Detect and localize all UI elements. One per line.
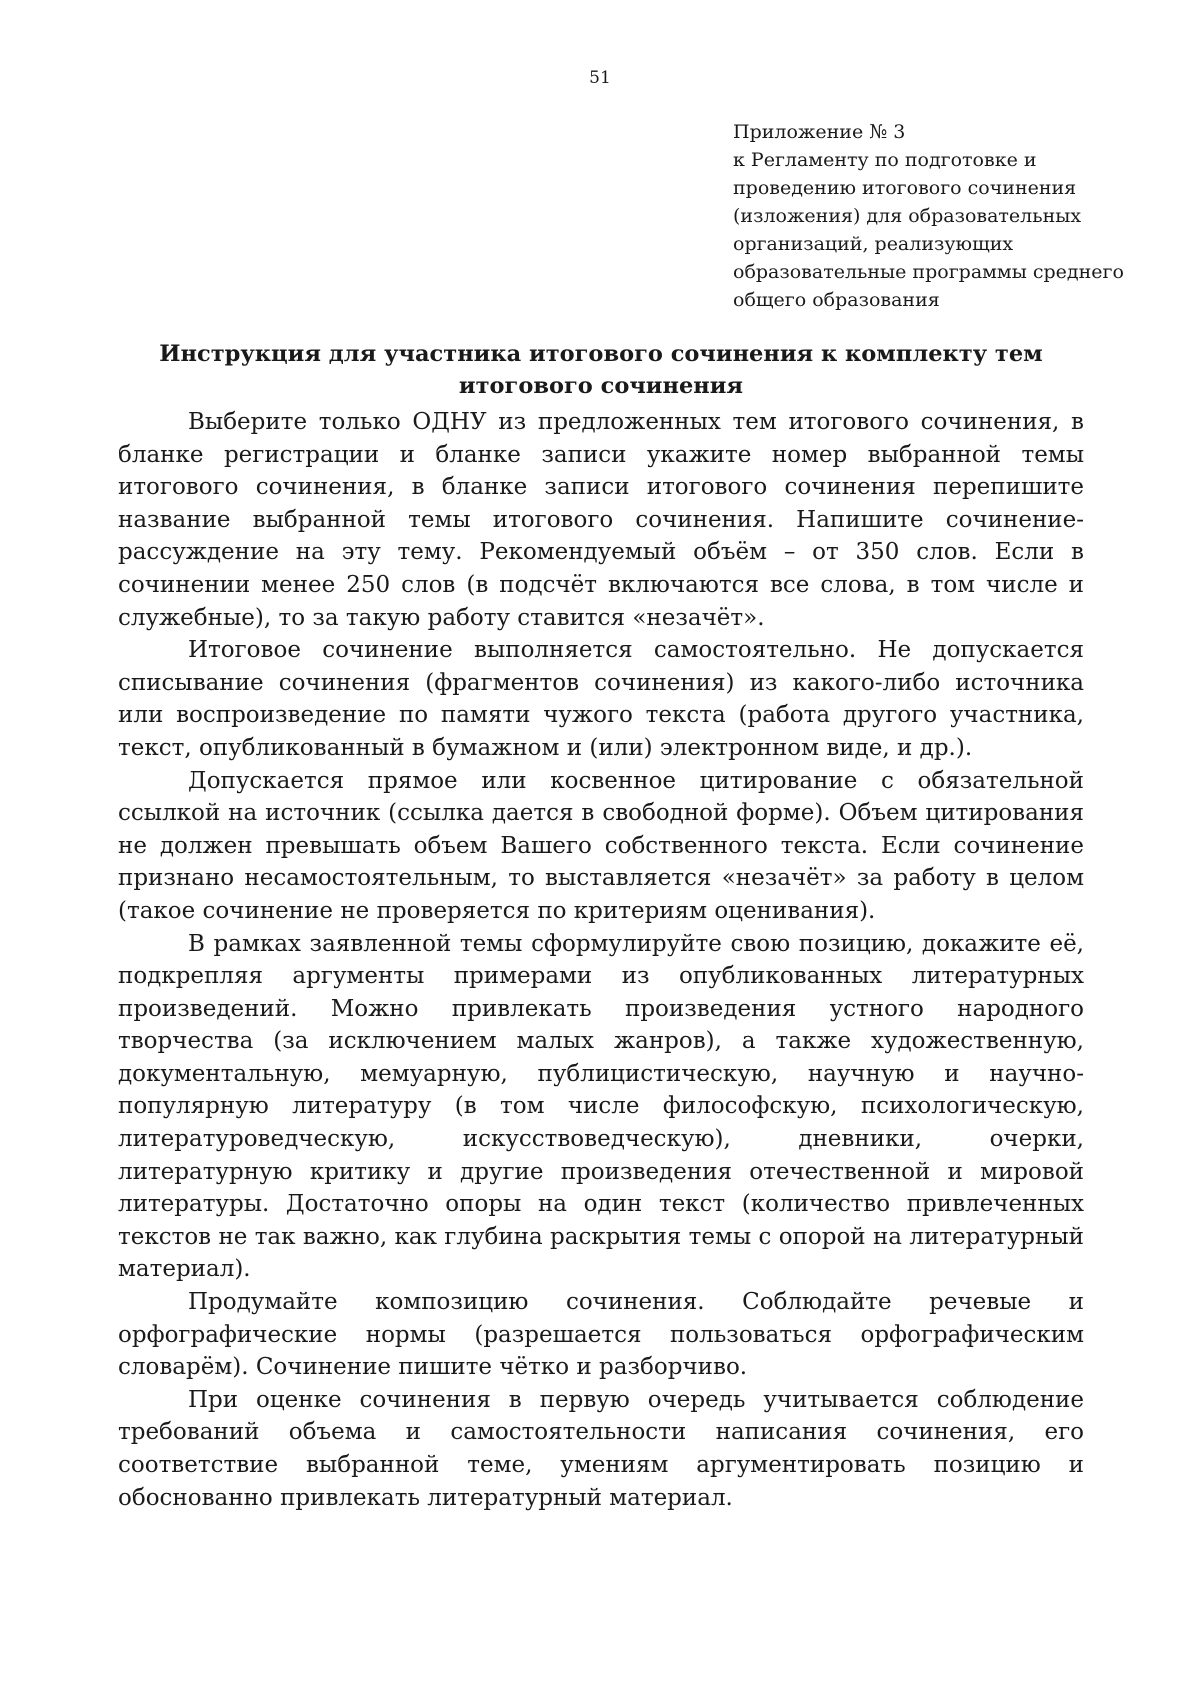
appendix-line: образовательные программы среднего: [733, 261, 1124, 283]
appendix-line: Приложение № 3: [733, 121, 906, 143]
document-title: Инструкция для участника итогового сочинения к комплекту тем итогового сочинения: [159, 341, 1043, 399]
appendix-header: [733, 118, 1153, 314]
paragraph: При оценке сочинения в первую очередь учитывается соблюдение требований объема и самостоятельности написания сочинения, его соответствие выбранной теме, умениям аргументировать позицию и обоснованно привлекать литературный материал.: [118, 1386, 1084, 1511]
page-number: 51: [589, 68, 611, 88]
appendix-line: к Регламенту по подготовке и: [733, 149, 1037, 171]
paragraph: Продумайте композицию сочинения. Соблюдайте речевые и орфографические нормы (разрешается пользоваться орфографическим словарём). Сочинение пишите чётко и разборчиво.: [118, 1289, 1084, 1381]
paragraph: Допускается прямое или косвенное цитирование с обязательной ссылкой на источник (ссылка дается в свободной форме). Объем цитирования не должен превышать объем Вашего собственного текста. Если сочинение признано несамостоятельным, то выставляется «незачёт» за работу в целом (такое сочинение не проверяется по критериям оценивания).: [118, 767, 1084, 924]
paragraph: Итоговое сочинение выполняется самостоятельно. Не допускается списывание сочинения (фрагментов сочинения) из какого-либо источника или воспроизведение по памяти чужого текста (работа другого участника, текст, опубликованный в бумажном и (или) электронном виде, и др.).: [118, 637, 1084, 761]
paragraph: В рамках заявленной темы сформулируйте свою позицию, докажите её, подкрепляя аргументы примерами из опубликованных литературных произведений. Можно привлекать произведения устного народного творчества (за исключением малых жанров), а также художественную, документальную, мемуарную, публицистическую, научную и научно-популярную литературу (в том числе философскую, психологическую, литературоведческую, искусствоведческую), дневники, очерки, литературную критику и другие произведения отечественной и мировой литературы. Достаточно опоры на один текст (количество привлеченных текстов не так важно, как глубина раскрытия темы с опорой на литературный материал).: [118, 930, 1084, 1283]
appendix-line: общего образования: [733, 289, 940, 311]
paragraph: Выберите только ОДНУ из предложенных тем итогового сочинения, в бланке регистрации и бланке записи укажите номер выбранной темы итогового сочинения, в бланке записи итогового сочинения перепишите название выбранной темы итогового сочинения. Напишите сочинение-рассуждение на эту тему. Рекомендуемый объём – от 350 слов. Если в сочинении менее 250 слов (в подсчёт включаются все слова, в том числе и служебные), то за такую работу ставится «незачёт».: [118, 409, 1084, 631]
document-body: [118, 406, 1084, 1514]
appendix-line: проведению итогового сочинения: [733, 177, 1077, 199]
appendix-line: (изложения) для образовательных: [733, 205, 1082, 227]
appendix-line: организаций, реализующих: [733, 233, 1014, 255]
